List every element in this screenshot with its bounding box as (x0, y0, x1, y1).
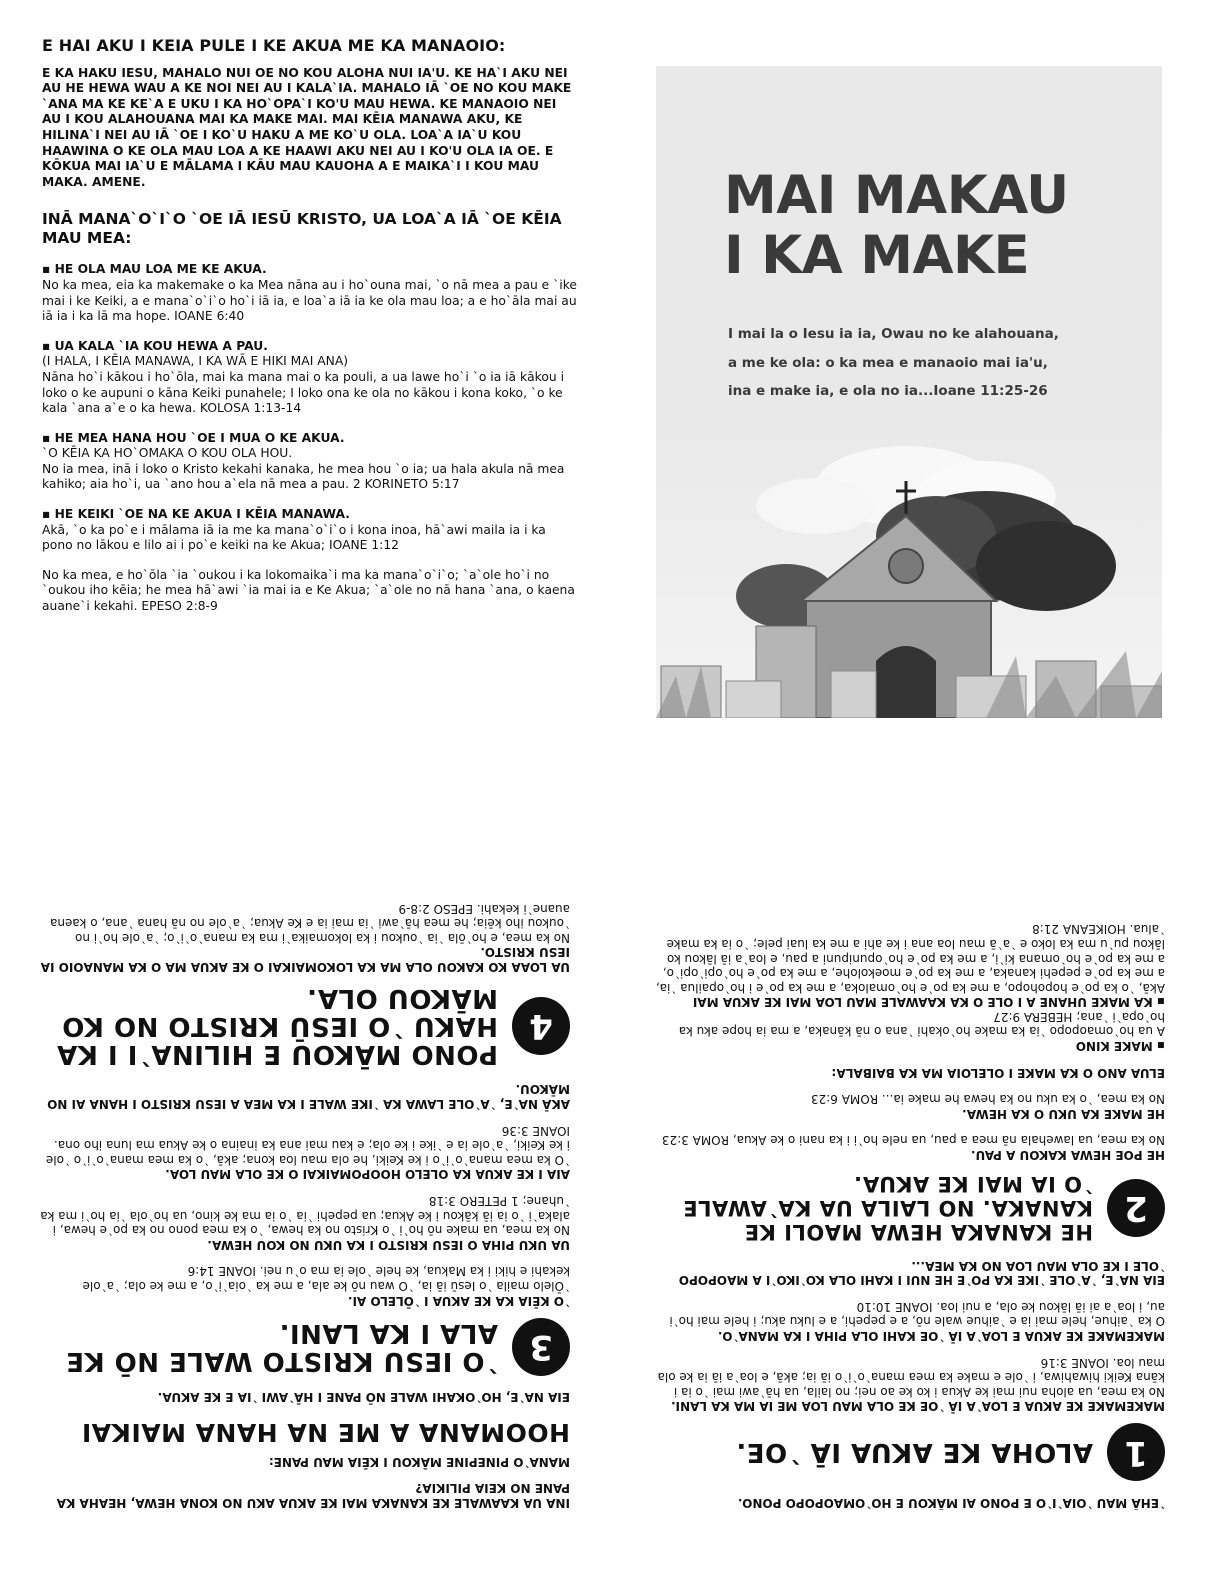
cover-verse (728, 320, 1148, 406)
section-head: MAKEMAKE KE AKUA E LOA`A IĀ `OE KE OLA MAU LOA ME IA MA KA LANI. (671, 1399, 1165, 1414)
benefit-body: Nāna ho`i kākou i ho`ōla, mai ka mana mai o ka pouli, a ua lawe ho`i `o ia iā kākou i loko o ke aupuni o kāna Keiki punahele; I loko ona ke ola no kākou i kona koko, `o ke kala `ana a`e o ka hewa. KOLOSA 1:13-14 (42, 369, 564, 416)
problem-question: INA UA KAAWALE KE KANAKA MAI KE AKUA AKU NO KONA HEWA, HEAHA KA PANE NO KEIA PILIKIA? (56, 1481, 570, 1510)
steps-3-4-panel (40, 830, 570, 1510)
prayer-panel (42, 38, 577, 615)
section-head: `O KĒIA KA KE AKUA I `ŌLELO AI. (347, 1293, 570, 1308)
cover-verse-line: I mai la o Iesu ia ia, Owau no ke alahouana, (728, 326, 1059, 342)
section-body: `Ōlelo maila `o Iesū iā ia, `O wau nō ke ala, a me ka `oia`i`o, a me ke ola; `a`ole kekahi e hiki i ka Makua, ke hele `ole ia ma o`u nei. IOANE 14:6 (82, 1264, 570, 1294)
cover-verse-line: ina e make ia, e ola no ia...Ioane 11:25-26 (728, 383, 1048, 399)
benefit-section (42, 339, 577, 417)
section-body: No ka mea, `o ka uku no ka hewa he make ia... ROMA 6:23 (810, 1092, 1165, 1107)
section-head: HE MAKE KA UKU O KA HEWA. (962, 1106, 1165, 1121)
section-body: Akā, `o ka po`e hopohopo, a me ka po`e ho`omaloka, a me ka po`e i ho`opailua `ia, a me ka po`e pepehi kanaka, a me ka po`e moekolohe, a me ka po`e ho`opi`opi`o, a me ka po`e ho`omana ki`i, a me ka po`e ho`opunipuni a pau, e loa`a iā lākou ko lākou pu`u ma ka loko e `a`ā mau loa ana i ke ahi a me ka luai pele; `o ia ka make `alua. HOIKEANA 21:8 (655, 922, 1165, 995)
section-head: MAKEMAKE KE AKUA E LOA`A IĀ `OE KAHI OLA PIHA I KA MANA`O. (717, 1329, 1165, 1344)
section-body: `O ka mea mana`o`i`o i ke Keiki, he ola mau loa kona; akā, `o ka mea mana`o`i`o `ole i ke Keiki, `a`ole ia e `ike i ke ola; e kau mai ana ka inaina o ke Akua ma luna iho ona. IOANE 3:36 (45, 1123, 570, 1167)
step-heading: ALOHA KE AKUA IĀ `OE. (735, 1437, 1093, 1468)
religion-works-heading: HOOMANA A ME NA HANA MAIKAI (81, 1418, 570, 1448)
benefit-subhead: `O KĒIA KA HO`OMAKA O KOU OLA HOU. (42, 446, 293, 461)
four-truths-intro: `EHĀ MAU `OIA`I`O E PONO AI MĀKOU E HO`OMAOPOPO PONO. (737, 1496, 1165, 1510)
benefit-body: No ia mea, inā i loko o Kristo kekahi kanaka, he mea hou `o ia; ua hala akula nā mea kahiko; aia ho`i, ua `ano hou a`ela nā mea a pau. 2 KORINETO 5:17 (42, 461, 565, 492)
common-answers-label: MANA`O PINEPINE MĀKOU I KĒIA MAU PANE: (268, 1454, 570, 1469)
cover-title (724, 166, 1069, 286)
cover-title-line: MAI MAKAU (724, 165, 1069, 226)
benefit-section (42, 262, 577, 324)
prayer-heading: E HAI AKU I KEIA PULE I KE AKUA ME KA MANAOIO: (42, 36, 506, 55)
step-number-badge: 3 (512, 1318, 570, 1376)
cover-verse-line: a me ke ola: o ka mea e manaoio mai ia'u, (728, 354, 1048, 371)
section-body: No ka mea, ua aloha nui mai ke Akua i ko ke ao nei; no laila, ua hā`awi mai `o ia i kāna Keiki hiwahiwa, i `ole e make ka mea mana`o`i`o iā ia; akā, e loa`a iā ia ke ola mau loa. IOANE 3:16 (657, 1355, 1165, 1399)
section-head: AKĀ NA`E, `A`OLE LAWA KA `IKE WALE I KA MEA A IESU KRISTO I HANA AI NO MĀKOU. (47, 1082, 570, 1112)
benefit-head: ▪ HE OLA MAU LOA ME KE AKUA. (42, 262, 267, 277)
step-number-badge: 2 (1107, 1179, 1165, 1237)
cover-title-line: I KA MAKE (724, 225, 1030, 286)
section-body: No ka mea, ua make nō ho`i `o Kristo no ka hewa, `o ka mea pono no ka po`e hewa, i alaka`i `o ia iā kākou i ke Akua; ua pepehi `ia `o ia ma ke kino, ua ho`ola `ia ho`i ma ka `uhane; 1 PETERO 3:18 (40, 1194, 570, 1238)
section-body: A ua ho`omaopopo `ia ka make ho`okahi `ana o nā kānaka, a ma ia hope aku ka ho`opa`i `ana; HEBERA 9:27 (678, 1009, 1165, 1039)
benefits-heading: INĀ MANA`O`I`O `OE IĀ IESŪ KRISTO, UA LOA`A IĀ `OE KĒIA MAU MEA: (42, 210, 562, 248)
chapel-cemetery-photo (656, 426, 1162, 718)
step-number-badge: 1 (1107, 1423, 1165, 1481)
step-heading: PONO MĀKOU E HILINA`I I KA HAKU `O IESŪ KRISTO NO KO MĀKOU OLA. (56, 982, 498, 1069)
step-3 (40, 1318, 570, 1376)
step-heading: HE KANAKA HEWA MAOLI KE KANAKA. NO LAILA UA KA`AWALE `O IA MAI KE AKUA. (682, 1172, 1093, 1245)
section-head: ▪ KA MAKE UHANE A I OLE O KA KAAWALE MAU LOA MAI KE AKUA MAI (692, 995, 1165, 1010)
section-head: HE POE HEWA KAKOU A PAU. (970, 1148, 1165, 1163)
benefit-section (42, 507, 577, 554)
prayer-text: E KA HAKU IESU, MAHALO NUI OE NO KOU ALOHA NUI IA'U. KE HA`I AKU NEI AU HE HEWA WAU A KE NOI NEI AU I KALA`IA. MAHALO IĀ `OE NO KOU MAKE `ANA MA KE KE`A E UKU I KA HO`OPA`I KO'U MAU HEWA. KE MANAOIO NEI AU I KOU ALAHOUANA MAI KA MAKE MAI. MAI KĒIA MANAWA AKU, KE HILINA`I NEI AU IĀ `OE I KO`U HAKU A ME KO`U OLA. LOA`A IA`U KOU HAAWINA O KE OLA MAU LOA A KE HAAWI AKU NEI AU I KO'U OLA IA OE. E KŌKUA MAI IA`U E MĀLAMA I KĀU MAU KAUOHA A E MAIKA`I I KOU MAU MAKA. AMENE. (42, 65, 572, 189)
steps-1-2-panel (655, 830, 1165, 1510)
step-2 (655, 1172, 1165, 1244)
step-number-badge: 4 (512, 997, 570, 1055)
section-body: No ka mea, e ho`ōla `ia `oukou i ka lokomaika`i ma ka mana`o`i`o; `a`ole ho`i no `oukou iho kēia; he mea hā`awi `ia mai ia e Ke Akua; `a`ole no nā hana `ana, o kaena auane`i kekahi. EPESO 2:8-9 (49, 901, 570, 945)
benefit-body: Akā, `o ka po`e i mālama iā ia me ka mana`o`i`o i kona inoa, hā`awi maila ia i ka pono no lākou e lilo ai i po`e keiki na ke Akua; IOANE 1:12 (42, 522, 546, 553)
benefit-head: ▪ HE MEA HANA HOU `OE I MUA O KE AKUA. (42, 430, 345, 445)
closing-verse: No ka mea, e ho`ōla `ia `oukou i ka lokomaika`i ma ka mana`o`i`o; `a`ole ho`i no `oukou iho kēia; he mea hā`awi `ia mai ia e Ke Akua; `a`ole no nā hana `ana, o kaena auane`i kekahi. EPESO 2:8-9 (42, 567, 575, 614)
one-answer-label: EIA NA`E, HO`OKAHI WALE NŌ PANE I HĀ`AWI `IA E KE AKUA. (157, 1390, 570, 1405)
cover-panel (656, 66, 1162, 718)
step-heading: `O IESU KRISTO WALE NŌ KE ALA I KA LANI. (65, 1317, 498, 1376)
benefit-section (42, 431, 577, 493)
section-head: ELUA ANO O KA MAKE I OLELOIA MA KA BAIBALA: (831, 1065, 1165, 1080)
benefit-head: ▪ HE KEIKI `OE NA KE AKUA I KĒIA MANAWA. (42, 507, 350, 522)
section-body: O ka `aihue, hele mai ia e `aihue wale nō, a e pepehi, a e luku aku; i hele mai ho`i au, i loa`a ai iā lākou ke ola, a nui loa. IOANE 10:10 (669, 1299, 1165, 1329)
step-4 (40, 984, 570, 1068)
section-head: AIA I KE AKUA KA OLELO HOOPOMAIKAI O KE OLA MAU LOA. (165, 1167, 570, 1182)
section-head: EIA NA`E, `A`OLE `IKE KA PO`E HE NUI I KAHI OLA KO`IKO`I A MAOPOPO `OLE I KE OLA MAU LOA NO KA MEA... (678, 1258, 1165, 1288)
benefit-subhead: (I HALA, I KĒIA MANAWA, I KA WĀ E HIKI MAI ANA) (42, 354, 349, 369)
section-head: UA UKU PIHA O IESU KRISTO I KA UKU NO KOU HEWA. (207, 1237, 570, 1252)
section-head: ▪ MAKE KINO (1075, 1039, 1165, 1054)
step-1 (655, 1423, 1165, 1481)
section-head: UA LOAA KO KAKOU OLA MA KA LOKOMAIKAI O KE AKUA MA O KA MANAOIO IA IESU KRISTO. (40, 945, 570, 974)
benefit-head: ▪ UA KALA `IA KOU HEWA A PAU. (42, 338, 268, 353)
benefit-body: No ka mea, eia ka makemake o ka Mea nāna au i ho`ouna mai, `o nā mea a pau e `ike mai i ke Keiki, a e mana`o`i`o ho`i iā ia, e loa`a iā ia ke ola mau loa; a e ho`āla mai au iā ia i ka lā ma hope. IOANE 6:40 (42, 277, 577, 324)
section-body: No ka mea, ua lawehala nā mea a pau, ua nele ho`i i ka nani o ke Akua, ROMA 3:23 (661, 1133, 1165, 1148)
